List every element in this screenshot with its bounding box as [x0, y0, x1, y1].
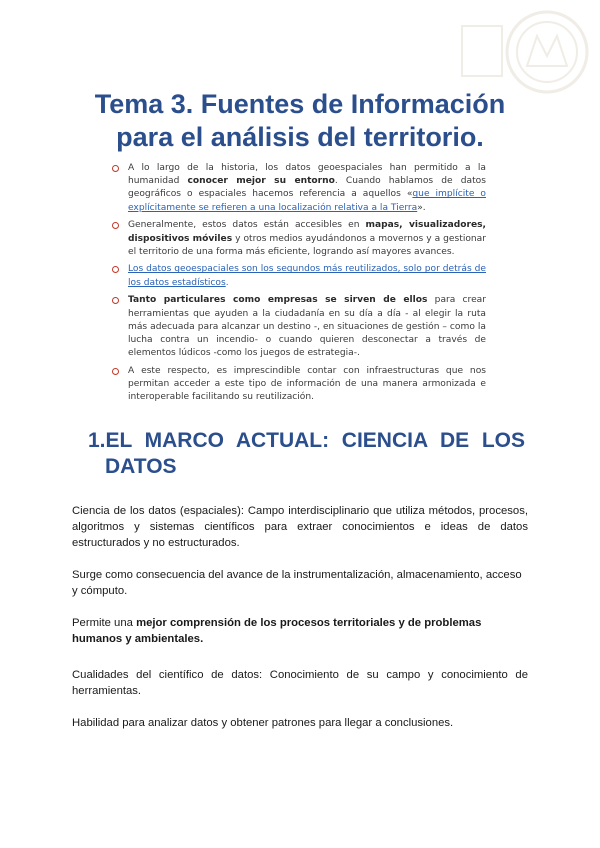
paragraph-skills: Habilidad para analizar datos y obtener patrones para llegar a conclusiones.	[72, 717, 454, 729]
section-heading-line-2: DATOS	[105, 455, 177, 478]
paragraph-text: Permite una	[72, 617, 137, 629]
bullet-text: A este respecto, es imprescindible contar con infraestructuras que nos permitan acceder a este tipo de información de una manera armonizada e interoperable facilitando su reutilización.	[128, 365, 486, 403]
section-heading-line-1: 1.EL MARCO ACTUAL: CIENCIA DE LOS	[88, 429, 525, 452]
slide-bullet-list	[112, 162, 486, 404]
bullet-bold-text: mapas, visualizadores, dispositivos móviles	[128, 220, 486, 244]
title-line-2: para el análisis del territorio.	[116, 122, 484, 152]
paragraph-qualities: Cualidades del científico de datos: Conocimiento de su campo y conocimiento de herramientas.	[72, 669, 528, 697]
bullet-text: .	[225, 277, 229, 288]
paragraph-data-science-definition: Ciencia de los datos (espaciales): Campo interdisciplinario que utiliza métodos, procesos, algoritmos y sistemas científicos para extraer conocimientos e ideas de datos estructurados y no estructurados.	[72, 505, 528, 549]
paragraph-understanding	[72, 615, 528, 647]
bullet-link[interactable]: que implícite o explícitamente se refieren a una localización relativa a la Tierra	[128, 189, 486, 213]
circle-bullet-icon	[112, 297, 119, 304]
bullet-text: ».	[417, 202, 426, 213]
page-title	[60, 88, 540, 154]
bullet-text: . Cuando hablamos de datos geográficos o espaciales hacemos referencia a aquellos «	[128, 176, 486, 200]
university-seal-watermark	[442, 6, 592, 98]
bullet-bold-text: Tanto particulares como empresas se sirven de ellos	[128, 295, 428, 306]
slide-bullet-1	[112, 162, 486, 215]
slide-bullet-5	[112, 365, 486, 405]
title-line-1: Tema 3. Fuentes de Información	[94, 89, 506, 119]
slide-bullet-4	[112, 294, 486, 360]
circle-bullet-icon	[112, 222, 119, 229]
slide-bullet-3	[112, 263, 486, 289]
embedded-slide	[112, 162, 486, 409]
bullet-text: para crear herramientas que ayuden a la ciudadanía en su día a día - al elegir la ruta más adecuada para alcanzar un destino -, en situaciones de gestión – como la lucha contra un incendio- o cuando quieren desconectar a través de elementos lúdicos -como los juegos de estrategia-.	[128, 295, 486, 359]
paragraph-origin: Surge como consecuencia del avance de la instrumentalización, almacenamiento, acceso y cómputo.	[72, 569, 522, 597]
bullet-text: A lo largo de la historia, los datos geoespaciales han permitido a la humanidad	[128, 163, 486, 187]
bullet-link[interactable]: Los datos geoespaciales son los segundos más reutilizados, solo por detrás de los datos estadísticos	[128, 264, 486, 288]
circle-bullet-icon	[112, 266, 119, 273]
bullet-bold-text: conocer mejor su entorno	[187, 176, 335, 187]
circle-bullet-icon	[112, 165, 119, 172]
bullet-text: y otros medios ayudándonos a movernos y a gestionar el territorio de una forma más eficiente, logrando así mayores avances.	[128, 233, 486, 257]
paragraph-bold-text: mejor comprensión de los procesos territoriales y de problemas humanos y ambientales.	[72, 617, 482, 645]
circle-bullet-icon	[112, 368, 119, 375]
bullet-text: Generalmente, estos datos están accesibles en	[128, 220, 366, 231]
slide-bullet-2	[112, 219, 486, 259]
